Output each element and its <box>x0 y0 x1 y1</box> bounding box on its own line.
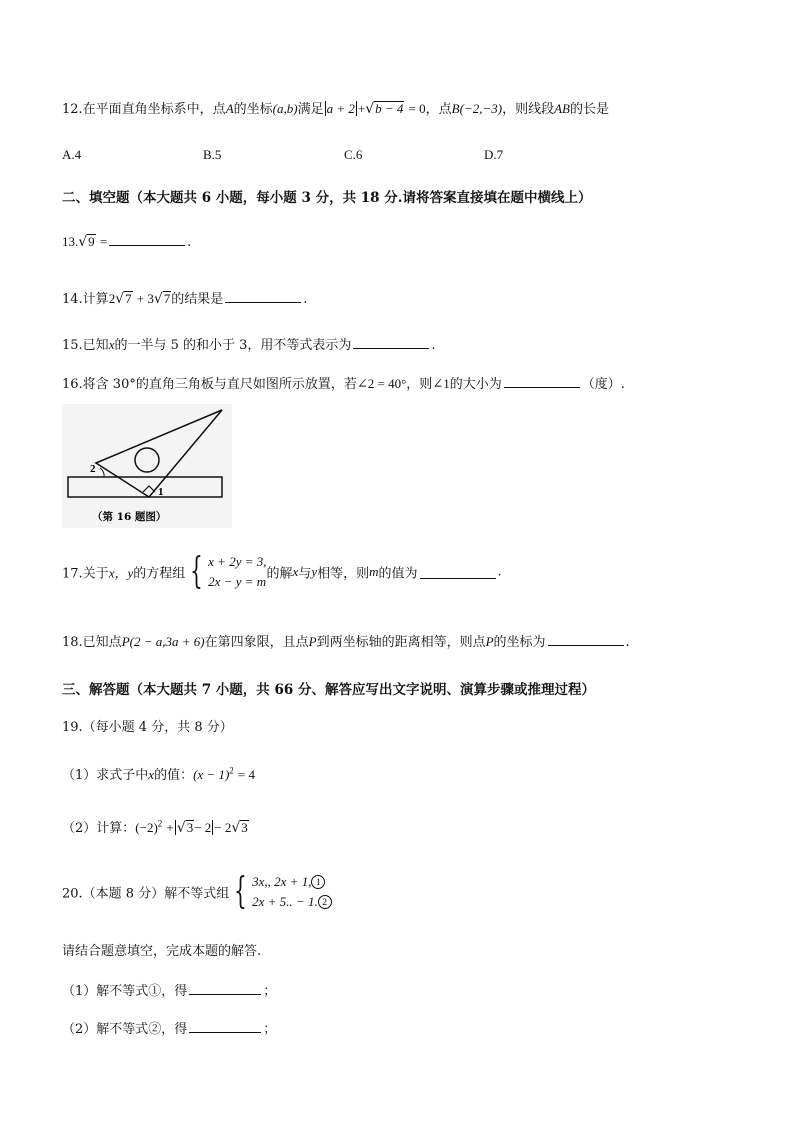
q12-option-c: C.6 <box>344 147 363 162</box>
sqrt-icon: √ <box>115 291 125 307</box>
q19-p2-minus: − 2 <box>214 820 232 835</box>
q12-coord-a: (a,b) <box>272 101 298 116</box>
q20-step2-end: ； <box>263 1022 277 1037</box>
q15-answer-blank[interactable] <box>353 336 429 349</box>
q19-part1 <box>62 764 255 783</box>
figure-caption: （第 16 题图） <box>92 511 167 523</box>
q18-point-2: P <box>308 634 317 649</box>
q19-p1-expr: (x − 1) <box>193 767 230 782</box>
sqrt-icon: √ <box>176 820 186 836</box>
q19-p2-exp: 2 <box>157 818 163 829</box>
q17-stem <box>62 552 502 592</box>
q16-answer-blank[interactable] <box>504 375 580 388</box>
q13-eq: = <box>99 234 108 249</box>
sqrt-icon: √ <box>153 291 163 307</box>
q16-end: （度）. <box>581 377 625 392</box>
q17-answer-blank[interactable] <box>420 566 496 579</box>
q20-step1 <box>62 980 276 999</box>
q19-p2-abs-rest: − 2 <box>194 820 212 835</box>
q15-end: . <box>431 338 436 353</box>
q18-prefix: 18.已知点 <box>62 635 122 650</box>
q20-stem <box>62 872 332 912</box>
q17-prefix: 17.关于 <box>62 566 109 582</box>
q15-prefix: 15.已知 <box>62 338 109 353</box>
q12-segment: AB <box>554 101 570 116</box>
q20-ineq2: 2x + 5.. − 1. <box>252 894 318 909</box>
left-brace-icon: { <box>234 871 247 912</box>
q12-option-b: B.5 <box>203 147 222 162</box>
q18-mid: 在第四象限，且点 <box>204 635 309 650</box>
q12-option-a: A.4 <box>62 147 82 162</box>
q18-point-3: P <box>485 634 494 649</box>
abs-bar-left <box>175 820 176 835</box>
q12-coord-b: (−2,−3) <box>459 101 503 116</box>
q16-stem <box>62 373 625 392</box>
q19-p1-var: x <box>148 767 155 782</box>
abs-bar-left <box>325 101 326 116</box>
q18-answer-blank[interactable] <box>548 633 624 646</box>
q19-p1-mid: 的值： <box>154 768 194 783</box>
q12-option-d: D.7 <box>484 147 504 162</box>
q16-mid: ，则 <box>406 377 433 392</box>
q12-stem <box>62 98 609 117</box>
section2-title: 二、填空题（本大题共 6 小题，每小题 3 分，共 18 分.请将答案直接填在题中横线上） <box>62 190 592 206</box>
q13-end: . <box>187 235 192 250</box>
q12-point-b: B <box>451 101 460 116</box>
q15-suffix: 的一半与 5 的和小于 3，用不等式表示为 <box>114 338 352 353</box>
abs-bar-right <box>356 101 357 116</box>
q16-prefix: 16.将含 30°的直角三角板与直尺如图所示放置，若 <box>62 377 357 392</box>
q12-prefix: 12.在平面直角坐标系中，点 <box>62 102 226 117</box>
q13-stem <box>62 233 191 250</box>
q17-suffix2: 相等，则 <box>317 566 370 582</box>
q17-mid: 的方程组 <box>133 566 186 582</box>
q17-end: . <box>497 564 502 580</box>
q19-p1-prefix: （1）求式子中 <box>62 768 149 783</box>
q12-sqrt-expr: b − 4 <box>375 101 404 116</box>
q18-end: . <box>625 635 630 650</box>
q17-eq2: 2x − y = m <box>208 574 267 589</box>
q17-suffix1: 的解 <box>266 566 293 582</box>
q19-header: 19.（每小题 4 分，共 8 分） <box>62 720 233 735</box>
left-brace-icon: { <box>190 551 204 592</box>
q18-coord: (2 − a,3a + 6) <box>129 634 205 649</box>
figure-label-1: 1 <box>158 486 164 498</box>
q20-step1-prefix: （1）解不等式①，得 <box>62 984 188 999</box>
q19-p2-plus: + <box>166 820 174 835</box>
q19-part2 <box>62 817 249 836</box>
q14-plus: + 3 <box>136 291 154 306</box>
q14-radicand-a: 7 <box>125 291 132 306</box>
section3-title: 三、解答题（本大题共 7 小题，共 66 分、解答应写出文字说明、演算步骤或推理过程） <box>62 682 595 698</box>
q15-stem <box>62 334 436 353</box>
q12-eq: = 0 <box>408 101 426 116</box>
q19-p1-exp: 2 <box>229 765 234 776</box>
q14-prefix: 14.计算 <box>62 292 109 307</box>
q18-mid2: 到两坐标轴的距离相等，则点 <box>316 635 486 650</box>
figure-background <box>62 404 232 528</box>
circled-2-icon: 2 <box>318 895 332 909</box>
circled-1-icon: 1 <box>311 875 325 889</box>
q20-system <box>252 872 332 912</box>
q12-point-a: A <box>225 101 234 116</box>
q20-ineq1: 3x,, 2x + 1, <box>252 874 312 889</box>
q17-with: 与 <box>298 566 312 582</box>
q17-vars: x，y <box>108 565 134 581</box>
q17-eq1: x + 2y = 3, <box>208 554 267 569</box>
sqrt-icon: √ <box>231 820 241 836</box>
q12-suffix: ，则线段 <box>502 102 555 117</box>
q20-step2 <box>62 1018 276 1037</box>
q14-end: . <box>303 292 308 307</box>
q12-mid3: ，点 <box>425 102 452 117</box>
q14-radicand-b: 7 <box>163 291 171 306</box>
figure-label-2: 2 <box>90 463 96 475</box>
q20-step2-blank[interactable] <box>189 1020 261 1033</box>
q16-suffix: 的大小为 <box>449 377 502 392</box>
q18-stem <box>62 631 630 650</box>
q19-p2-prefix: （2）计算： <box>62 821 136 836</box>
q18-suffix: 的坐标为 <box>493 635 546 650</box>
q12-mid2: 满足 <box>297 102 324 117</box>
q16-figure <box>62 404 232 528</box>
q13-answer-blank[interactable] <box>109 233 185 246</box>
q12-end: 的长是 <box>569 102 609 117</box>
q12-plus: + <box>357 101 366 116</box>
q12-abs-expr: a + 2 <box>326 101 355 116</box>
q16-angle1: ∠1 <box>432 376 450 391</box>
q20-step1-end: ； <box>263 984 277 999</box>
q17-y: y <box>311 564 318 579</box>
q18-point: P <box>121 634 130 649</box>
q15-var: x <box>108 337 115 352</box>
q20-prefix: 20.（本题 8 分）解不等式组 <box>62 886 230 902</box>
q20-step2-prefix: （2）解不等式②，得 <box>62 1022 188 1037</box>
q17-system <box>208 552 266 592</box>
sqrt-icon: √ <box>78 234 88 250</box>
q20-step1-blank[interactable] <box>189 982 261 995</box>
q19-p2-base: (−2) <box>135 820 158 835</box>
q14-stem <box>62 288 307 307</box>
q17-m: m <box>369 564 379 579</box>
q12-mid1: 的坐标 <box>233 102 273 117</box>
q17-suffix3: 的值为 <box>378 566 418 582</box>
sqrt-icon: √ <box>365 101 375 117</box>
q19-p1-rhs: = 4 <box>237 767 256 782</box>
q14-suffix: 的结果是 <box>171 292 224 307</box>
q19-p2-radicand: 3 <box>241 820 248 835</box>
q14-coef: 2 <box>108 291 116 306</box>
q17-x: x <box>292 564 299 579</box>
q19-p2-abs-radicand: 3 <box>186 820 194 835</box>
q13-num: 13. <box>62 234 79 249</box>
q13-radicand: 9 <box>88 234 95 249</box>
q14-answer-blank[interactable] <box>225 290 301 303</box>
q20-instruction: 请结合题意填空，完成本题的解答. <box>62 944 262 959</box>
q16-angle2: ∠2 = 40° <box>356 376 407 391</box>
